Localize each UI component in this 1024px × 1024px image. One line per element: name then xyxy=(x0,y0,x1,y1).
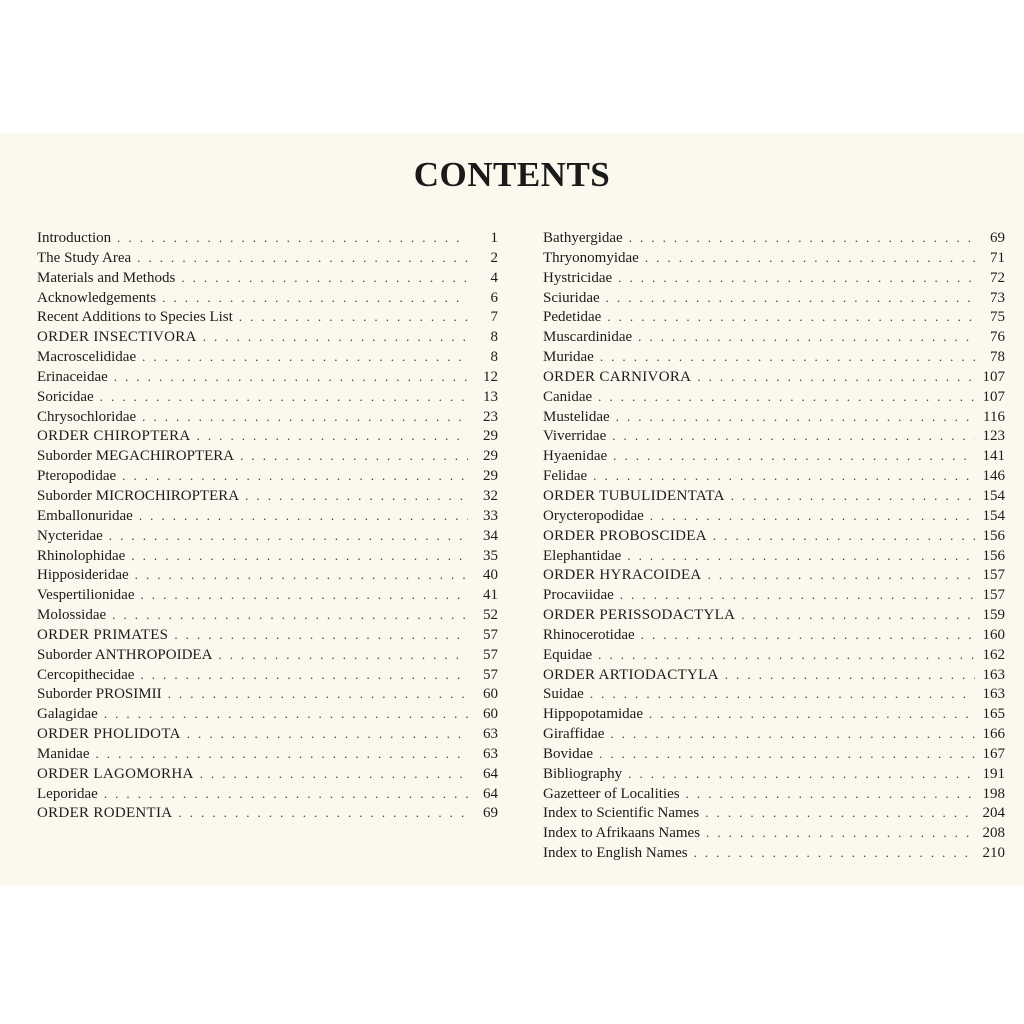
toc-page-number: 107 xyxy=(982,368,1005,385)
toc-entry-label: Bovidae xyxy=(543,745,593,762)
toc-entry-label: Suborder ANTHROPOIDEA xyxy=(37,646,213,663)
toc-page-number: 7 xyxy=(490,309,498,326)
toc-entry xyxy=(543,764,1005,784)
dot-leader xyxy=(100,387,468,407)
toc-page-number: 34 xyxy=(483,527,498,544)
toc-page-number: 63 xyxy=(483,745,498,762)
dot-leader xyxy=(104,704,468,724)
toc-entry xyxy=(37,466,498,486)
toc-page-number: 208 xyxy=(982,825,1005,842)
toc-entry-label: ORDER PERISSODACTYLA xyxy=(543,607,736,624)
toc-entry xyxy=(543,526,1005,546)
dot-leader xyxy=(607,307,975,327)
toc-page-number: 4 xyxy=(490,269,498,286)
toc-page-number: 156 xyxy=(982,547,1005,564)
toc-page-number: 72 xyxy=(990,269,1005,286)
dot-leader xyxy=(616,407,975,427)
toc-entry xyxy=(37,486,498,506)
toc-entry xyxy=(543,843,1005,863)
toc-entry xyxy=(37,784,498,804)
contents-column-right xyxy=(543,228,1005,863)
toc-entry-label: Equidae xyxy=(543,646,593,663)
toc-entry-label: ORDER TUBULIDENTATA xyxy=(543,487,725,504)
dot-leader xyxy=(694,843,975,863)
dot-leader xyxy=(649,704,975,724)
toc-entry-label: ORDER CARNIVORA xyxy=(543,368,692,385)
toc-page-number: 165 xyxy=(982,706,1005,723)
dot-leader xyxy=(112,605,468,625)
toc-entry xyxy=(37,645,498,665)
toc-entry xyxy=(37,704,498,724)
dot-leader xyxy=(218,645,468,665)
toc-entry xyxy=(543,665,1005,685)
toc-entry xyxy=(37,506,498,526)
toc-entry-label: Acknowledgements xyxy=(37,289,157,306)
toc-entry-label: Index to English Names xyxy=(543,845,688,862)
dot-leader xyxy=(600,347,975,367)
toc-page-number: 8 xyxy=(490,349,498,366)
toc-page-number: 52 xyxy=(483,607,498,624)
toc-entry xyxy=(37,367,498,387)
toc-entry xyxy=(543,347,1005,367)
toc-entry xyxy=(543,605,1005,625)
toc-entry-label: Rhinolophidae xyxy=(37,547,126,564)
toc-entry-label: The Study Area xyxy=(37,249,132,266)
toc-entry-label: Muscardinidae xyxy=(543,329,633,346)
toc-entry-label: Felidae xyxy=(543,468,588,485)
toc-entry-label: Rhinocerotidae xyxy=(543,626,635,643)
toc-page-number: 163 xyxy=(982,666,1005,683)
toc-entry xyxy=(543,486,1005,506)
toc-entry-label: Index to Afrikaans Names xyxy=(543,825,701,842)
toc-entry-label: ORDER RODENTIA xyxy=(37,805,173,822)
dot-leader xyxy=(593,466,975,486)
toc-entry-label: Emballonuridae xyxy=(37,507,133,524)
toc-page-number: 12 xyxy=(483,368,498,385)
toc-page-number: 33 xyxy=(483,507,498,524)
toc-entry-label: Suidae xyxy=(543,686,584,703)
dot-leader xyxy=(140,665,468,685)
toc-entry xyxy=(543,506,1005,526)
dot-leader xyxy=(187,724,468,744)
toc-entry xyxy=(37,407,498,427)
dot-leader xyxy=(638,327,975,347)
toc-page-number: 141 xyxy=(982,448,1005,465)
dot-leader xyxy=(697,367,975,387)
toc-entry-label: Sciuridae xyxy=(543,289,600,306)
toc-page-number: 40 xyxy=(483,567,498,584)
toc-entry-label: ORDER PHOLIDOTA xyxy=(37,726,181,743)
dot-leader xyxy=(731,486,975,506)
toc-entry xyxy=(543,288,1005,308)
toc-entry-label: ORDER PROBOSCIDEA xyxy=(543,527,707,544)
contents-column-left xyxy=(37,228,498,823)
toc-entry xyxy=(37,585,498,605)
dot-leader xyxy=(140,585,468,605)
dot-leader xyxy=(122,466,468,486)
toc-entry-label: ORDER CHIROPTERA xyxy=(37,428,191,445)
toc-entry-label: Canidae xyxy=(543,388,593,405)
toc-entry-label: Hyaenidae xyxy=(543,448,608,465)
toc-entry-label: Hystricidae xyxy=(543,269,613,286)
dot-leader xyxy=(620,585,975,605)
toc-page-number: 6 xyxy=(490,289,498,306)
toc-page-number: 163 xyxy=(982,686,1005,703)
toc-entry xyxy=(543,704,1005,724)
toc-entry xyxy=(543,585,1005,605)
toc-entry-label: ORDER ARTIODACTYLA xyxy=(543,666,719,683)
dot-leader xyxy=(131,546,468,566)
dot-leader xyxy=(174,625,468,645)
toc-page-number: 75 xyxy=(990,309,1005,326)
toc-entry xyxy=(37,565,498,585)
toc-entry-label: Nycteridae xyxy=(37,527,103,544)
toc-entry xyxy=(37,764,498,784)
toc-entry-label: Leporidae xyxy=(37,785,98,802)
toc-entry xyxy=(543,446,1005,466)
toc-entry-label: Viverridae xyxy=(543,428,607,445)
toc-entry xyxy=(37,744,498,764)
dot-leader xyxy=(104,784,468,804)
toc-entry xyxy=(543,744,1005,764)
toc-entry xyxy=(37,625,498,645)
dot-leader xyxy=(95,744,468,764)
toc-entry-label: Orycteropodidae xyxy=(543,507,644,524)
toc-entry-label: ORDER HYRACOIDEA xyxy=(543,567,702,584)
dot-leader xyxy=(606,288,975,308)
dot-leader xyxy=(598,387,975,407)
dot-leader xyxy=(610,724,975,744)
toc-page-number: 73 xyxy=(990,289,1005,306)
toc-entry-label: ORDER INSECTIVORA xyxy=(37,329,197,346)
toc-entry-label: ORDER LAGOMORHA xyxy=(37,765,194,782)
toc-entry xyxy=(543,466,1005,486)
toc-page-number: 159 xyxy=(982,607,1005,624)
dot-leader xyxy=(181,268,468,288)
dot-leader xyxy=(725,665,975,685)
dot-leader xyxy=(598,645,975,665)
toc-entry-label: Molossidae xyxy=(37,607,107,624)
toc-page-number: 116 xyxy=(983,408,1005,425)
toc-entry-label: Manidae xyxy=(37,745,90,762)
toc-entry xyxy=(37,268,498,288)
toc-entry xyxy=(543,228,1005,248)
toc-entry xyxy=(37,288,498,308)
toc-page-number: 78 xyxy=(990,349,1005,366)
toc-page-number: 23 xyxy=(483,408,498,425)
toc-entry-label: Giraffidae xyxy=(543,726,605,743)
toc-page-number: 204 xyxy=(982,805,1005,822)
toc-page-number: 29 xyxy=(483,428,498,445)
dot-leader xyxy=(629,228,975,248)
toc-page-number: 166 xyxy=(982,726,1005,743)
toc-page-number: 64 xyxy=(483,765,498,782)
dot-leader xyxy=(197,426,468,446)
document-page xyxy=(0,133,1024,885)
toc-page-number: 76 xyxy=(990,329,1005,346)
dot-leader xyxy=(627,546,975,566)
toc-entry xyxy=(543,803,1005,823)
toc-page-number: 162 xyxy=(982,646,1005,663)
dot-leader xyxy=(178,803,468,823)
dot-leader xyxy=(708,565,975,585)
toc-entry-label: Bathyergidae xyxy=(543,230,623,246)
toc-page-number: 32 xyxy=(483,487,498,504)
dot-leader xyxy=(109,526,468,546)
toc-entry xyxy=(37,605,498,625)
toc-entry-label: Soricidae xyxy=(37,388,94,405)
toc-entry xyxy=(37,248,498,268)
dot-leader xyxy=(613,446,975,466)
toc-entry-label: Procaviidae xyxy=(543,587,614,604)
dot-leader xyxy=(705,803,975,823)
toc-entry xyxy=(37,347,498,367)
toc-page-number: 29 xyxy=(483,468,498,485)
toc-page-number: 157 xyxy=(982,567,1005,584)
toc-entry-label: Chrysochloridae xyxy=(37,408,137,425)
toc-entry-label: Thryonomyidae xyxy=(543,249,639,266)
toc-page-number: 156 xyxy=(982,527,1005,544)
toc-page-number: 191 xyxy=(982,765,1005,782)
dot-leader xyxy=(135,565,468,585)
toc-page-number: 123 xyxy=(982,428,1005,445)
toc-entry-label: Erinaceidae xyxy=(37,368,108,385)
toc-page-number: 60 xyxy=(483,686,498,703)
toc-entry xyxy=(37,228,498,248)
toc-page-number: 69 xyxy=(483,805,498,822)
toc-page-number: 8 xyxy=(490,329,498,346)
toc-entry xyxy=(543,426,1005,446)
toc-entry xyxy=(543,367,1005,387)
toc-page-number: 146 xyxy=(982,468,1005,485)
toc-entry xyxy=(543,248,1005,268)
toc-entry-label: Elephantidae xyxy=(543,547,622,564)
dot-leader xyxy=(168,684,468,704)
toc-page-number: 29 xyxy=(483,448,498,465)
dot-leader xyxy=(142,347,468,367)
toc-page-number: 160 xyxy=(982,626,1005,643)
dot-leader xyxy=(618,268,975,288)
toc-page-number: 107 xyxy=(982,388,1005,405)
toc-entry xyxy=(37,387,498,407)
dot-leader xyxy=(240,446,468,466)
toc-entry-label: ORDER PRIMATES xyxy=(37,626,169,643)
dot-leader xyxy=(650,506,975,526)
toc-entry xyxy=(37,724,498,744)
dot-leader xyxy=(117,228,468,248)
toc-page-number: 35 xyxy=(483,547,498,564)
toc-entry-label: Pedetidae xyxy=(543,309,602,326)
dot-leader xyxy=(741,605,975,625)
toc-entry-label: Index to Scientific Names xyxy=(543,805,700,822)
toc-entry xyxy=(543,724,1005,744)
toc-page-number: 157 xyxy=(982,587,1005,604)
toc-entry xyxy=(543,268,1005,288)
toc-entry xyxy=(37,327,498,347)
dot-leader xyxy=(686,784,975,804)
toc-page-number: 63 xyxy=(483,726,498,743)
toc-entry-label: Suborder MEGACHIROPTERA xyxy=(37,448,235,465)
toc-entry-label: Hipposideridae xyxy=(37,567,129,584)
toc-entry-label: Bibliography xyxy=(543,765,623,782)
toc-entry-label: Suborder MICROCHIROPTERA xyxy=(37,487,240,504)
toc-entry xyxy=(543,327,1005,347)
toc-entry xyxy=(543,407,1005,427)
dot-leader xyxy=(590,684,975,704)
toc-entry-label: Cercopithecidae xyxy=(37,666,135,683)
toc-entry xyxy=(543,823,1005,843)
toc-page-number: 154 xyxy=(982,507,1005,524)
toc-entry xyxy=(543,625,1005,645)
dot-leader xyxy=(245,486,468,506)
toc-entry xyxy=(543,645,1005,665)
toc-entry xyxy=(543,684,1005,704)
dot-leader xyxy=(641,625,975,645)
dot-leader xyxy=(139,506,468,526)
toc-page-number: 13 xyxy=(483,388,498,405)
toc-entry xyxy=(37,446,498,466)
dot-leader xyxy=(645,248,975,268)
toc-entry-label: Recent Additions to Species List xyxy=(37,309,233,326)
toc-entry xyxy=(37,803,498,823)
dot-leader xyxy=(137,248,468,268)
toc-page-number: 210 xyxy=(982,845,1005,862)
toc-entry-label: Mustelidae xyxy=(543,408,610,425)
toc-page-number: 167 xyxy=(982,745,1005,762)
toc-page-number: 41 xyxy=(483,587,498,604)
toc-entry xyxy=(37,684,498,704)
page-title: CONTENTS xyxy=(413,155,611,194)
toc-page-number: 2 xyxy=(490,249,498,266)
dot-leader xyxy=(162,288,468,308)
toc-page-number: 69 xyxy=(990,230,1005,246)
toc-entry-label: Gazetteer of Localities xyxy=(543,785,680,802)
dot-leader xyxy=(628,764,975,784)
toc-entry xyxy=(543,387,1005,407)
toc-entry-label: Macroscelididae xyxy=(37,349,137,366)
toc-page-number: 154 xyxy=(982,487,1005,504)
toc-entry xyxy=(37,665,498,685)
toc-page-number: 198 xyxy=(982,785,1005,802)
toc-entry xyxy=(543,784,1005,804)
dot-leader xyxy=(713,526,975,546)
toc-page-number: 64 xyxy=(483,785,498,802)
toc-entry-label: Suborder PROSIMII xyxy=(37,686,162,703)
toc-page-number: 57 xyxy=(483,626,498,643)
toc-page-number: 57 xyxy=(483,666,498,683)
dot-leader xyxy=(706,823,975,843)
toc-entry-label: Pteropodidae xyxy=(37,468,117,485)
toc-entry-label: Galagidae xyxy=(37,706,98,723)
toc-entry xyxy=(543,565,1005,585)
toc-entry-label: Materials and Methods xyxy=(37,269,176,286)
toc-page-number: 71 xyxy=(990,249,1005,266)
toc-page-number: 57 xyxy=(483,646,498,663)
dot-leader xyxy=(114,367,468,387)
dot-leader xyxy=(239,307,468,327)
toc-entry-label: Introduction xyxy=(37,230,112,246)
toc-entry xyxy=(37,307,498,327)
toc-page-number: 60 xyxy=(483,706,498,723)
dot-leader xyxy=(142,407,468,427)
dot-leader xyxy=(203,327,468,347)
toc-entry xyxy=(543,546,1005,566)
dot-leader xyxy=(200,764,468,784)
toc-entry-label: Hippopotamidae xyxy=(543,706,643,723)
toc-entry xyxy=(37,426,498,446)
toc-entry-label: Muridae xyxy=(543,349,594,366)
toc-entry xyxy=(543,307,1005,327)
toc-entry xyxy=(37,546,498,566)
toc-page-number: 1 xyxy=(490,230,498,246)
toc-entry-label: Vespertilionidae xyxy=(37,587,135,604)
toc-entry xyxy=(37,526,498,546)
dot-leader xyxy=(599,744,975,764)
dot-leader xyxy=(612,426,975,446)
